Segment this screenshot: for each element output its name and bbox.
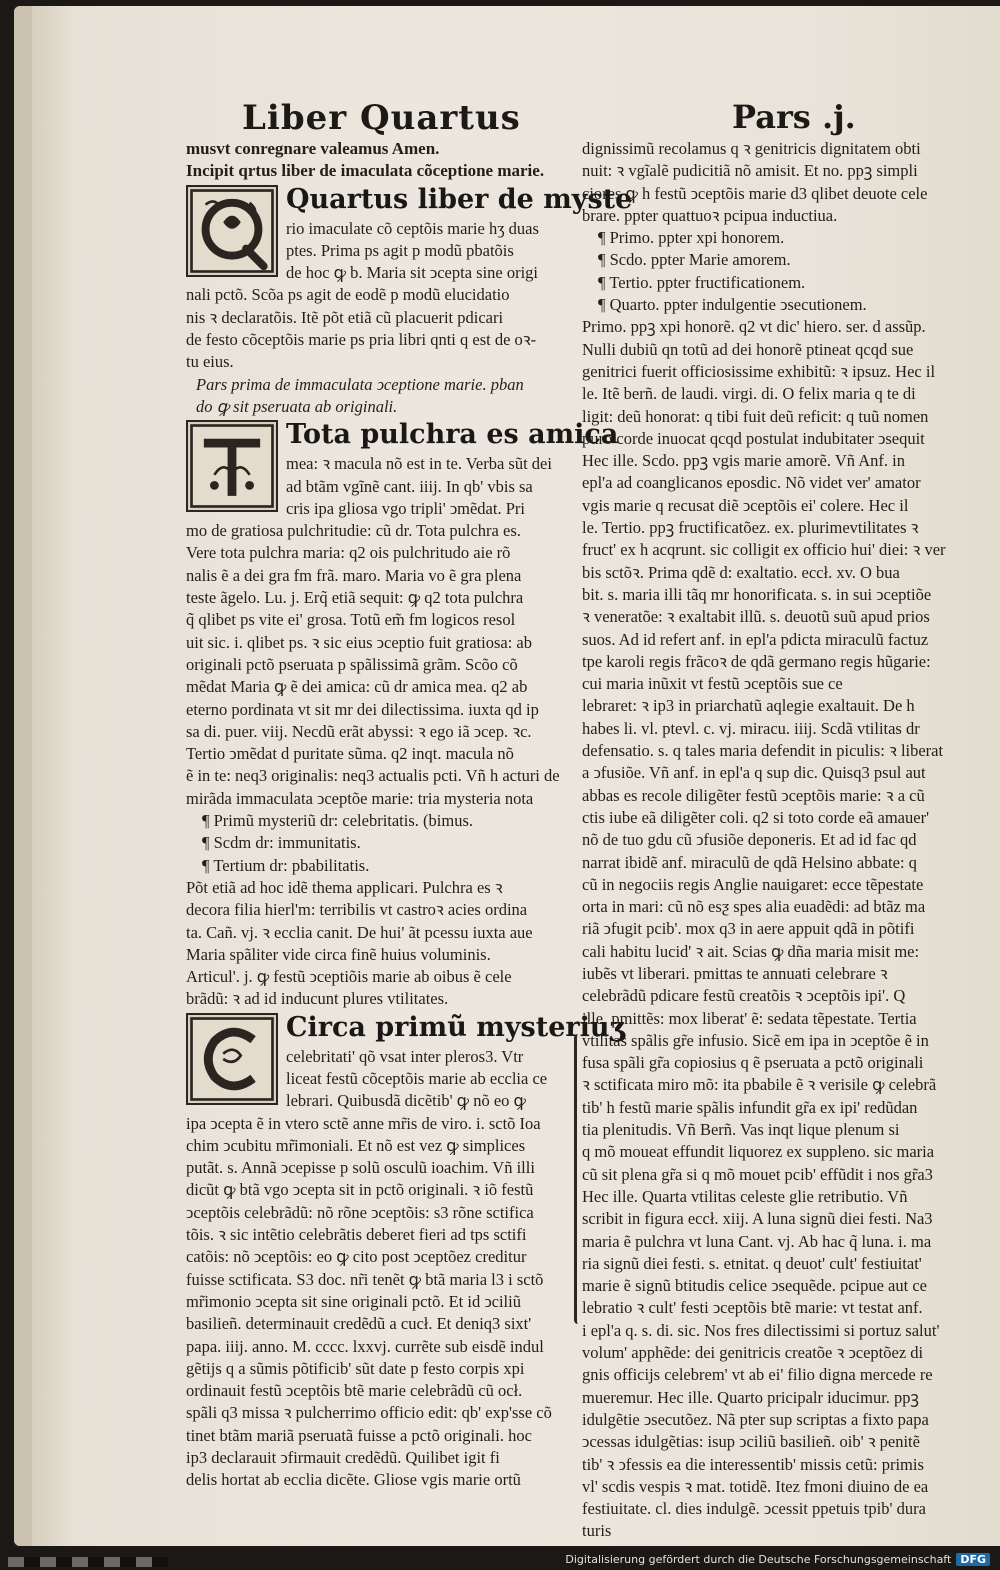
text-line: gẽtijs q a sũmis põtificib' sũt date p festo corpis xpi bbox=[186, 1358, 525, 1378]
section-title: Circa primũ mysteriuʒ bbox=[286, 1011, 625, 1043]
text-line: fruct' ex h acqrunt. sic colligit ex officio hui' diei: ꝛ ver bbox=[582, 540, 946, 560]
text-line: turis bbox=[582, 1521, 612, 1541]
text-line: decora filia hierl'm: terribilis vt castroꝛ acies ordina bbox=[186, 900, 528, 920]
text-line: epl'a ad coanglicanos eposdic. Nõ videt ver' amator bbox=[582, 473, 921, 493]
running-head-right: Pars .j. bbox=[732, 98, 856, 136]
text-line: gnis officijs celebrem' vt ab ei' filio digna mercede re bbox=[582, 1365, 933, 1385]
text-line: ordinauit festũ ↄceptõis btẽ marie celebrãdũ cũ ocł. bbox=[186, 1381, 523, 1401]
text-line: vtilitas spãlis gr̃e infusio. Sicẽ em ipa in ↄceptõe ẽ in bbox=[582, 1030, 929, 1050]
running-head-left: Liber Quartus bbox=[242, 98, 521, 138]
text-line: i epl'a q. s. di. sic. Nos fres dilectissimi si portuz salut' bbox=[582, 1320, 940, 1340]
text-line: Tertio ↄmẽdat d puritate sũma. q2 inqt. macula nõ bbox=[186, 744, 514, 764]
text-line: fuisse sctificata. S3 doc. nr̃i tenẽt ꝙ btã maria l3 i sctõ bbox=[186, 1269, 544, 1289]
text-line: Maria spãliter vide circa finẽ huius voluminis. bbox=[186, 944, 491, 964]
text-line: tia plenitudis. Vñ Berñ. Vas inqt lique plenum si bbox=[582, 1120, 900, 1140]
text-line: bit. s. maria illi tãq mr honorificata. s. in sui ↄceptiõe bbox=[582, 584, 932, 604]
text-line: ille. pmittẽs: mox liberat' ẽ: sedata tẽpestate. Tertia bbox=[582, 1008, 917, 1028]
text-line: cũ sit plena gr̃a si q mõ mouet pcib' effũdit i nos gr̃a3 bbox=[582, 1164, 933, 1184]
text-line: defensatio. s. q tales maria defendit in pіculis: ꝛ liberat bbox=[582, 741, 944, 761]
text-line: putãt. s. Annã ↄcepisse p solũ osculũ ioachim. Vñ illi bbox=[186, 1158, 535, 1178]
section-heading: Pars prima de immaculata ↄceptione marie. pban bbox=[196, 374, 524, 394]
decorated-initial-t bbox=[186, 420, 278, 512]
text-line: ciores ꝙ h festũ ↄceptõis marie d3 qlibet deuote cele bbox=[582, 183, 928, 203]
funding-text: Digitalisierung gefördert durch die Deutsche Forschungsgemeinschaft bbox=[565, 1553, 952, 1566]
text-line: chim ↄcubitu mr̃imoniali. Et nõ est vez ꝙ simplices bbox=[186, 1135, 526, 1155]
text-line: eterno pordinata vt sit mr dei dilectissima. iuxta qd ip bbox=[186, 699, 539, 719]
text-line: tõis. ꝛ sic intẽtio celebrãtis deberet fieri ad tps sctifi bbox=[186, 1225, 527, 1245]
margin-bracket bbox=[574, 1034, 585, 1324]
text-line: vl' scdis vespis ꝛ mat. totidẽ. Itez fmoni diuino de ea bbox=[582, 1476, 929, 1496]
decorated-initial-q bbox=[186, 185, 278, 277]
text-line: Hec ille. Scdo. ppꝫ vgis marie amorẽ. Vñ Anf. in bbox=[582, 451, 905, 471]
list-item: ¶ Tertium dr: pbabilitatis. bbox=[186, 855, 572, 876]
text-line: basilieñ. determinauit credẽdũ a cucł. Et deniq3 sixt' bbox=[186, 1314, 532, 1334]
text-line: ẽ in te: neq3 originalis: neq3 actualis pcti. Vñ h acturi de bbox=[186, 766, 560, 786]
text-line: cũ in negociis regis Anglie nauigaret: ecce tẽpestate bbox=[582, 874, 924, 894]
text-line: nis ꝛ declaratõis. Itẽ põt etiã cũ placuerit pdicari bbox=[186, 307, 504, 327]
chapter-one bbox=[186, 183, 633, 373]
text-line: delis hortat ab ecclia dicẽte. Gliose vgis marie ortũ bbox=[186, 1470, 521, 1490]
text-line: musvt conregnare valeamus Amen. bbox=[186, 139, 440, 158]
text-line: riã ↄfugit pcib'. mox q3 in aere appuit qdã in põtifi bbox=[582, 919, 915, 939]
text-line: ctis iube eã diligẽter coli. q2 si toto corde eã amauer' bbox=[582, 807, 930, 827]
floral-initial-icon bbox=[188, 422, 276, 510]
list-item: ¶ Tertio. ppter fructificationem. bbox=[582, 272, 964, 293]
text-line: Articul'. j. ꝙ festũ ↄceptiõis marie ab oibus ẽ cele bbox=[186, 967, 512, 987]
text-line: bis sctõꝛ. Prima qdẽ d: exaltatio. eccł. xv. O bua bbox=[582, 562, 900, 582]
color-scale-bar bbox=[8, 1557, 168, 1567]
text-line: volum' apphẽde: dei genitricis creatõe ꝛ ↄceptõez di bbox=[582, 1343, 924, 1363]
text-line: idulgẽtie ↄsecutõez. Nã pter sup scriptas a fixto papa bbox=[582, 1409, 929, 1429]
text-line: lebraret: ꝛ ip3 in priarchatũ aqlegie exaltauit. De h bbox=[582, 696, 915, 716]
text-line: lebrari. Quibusdã dicẽtib' ꝙ nõ eo ꝙ bbox=[286, 1091, 526, 1111]
text-line: q mõ moueat effundit liquorez ex suppleno. sic maria bbox=[582, 1142, 935, 1162]
book-page bbox=[14, 6, 1000, 1546]
text-line: Põt etiã ad hoc idẽ thema applicari. Pulchra es ꝛ bbox=[186, 877, 503, 897]
funding-credit bbox=[565, 1553, 990, 1566]
left-column bbox=[186, 138, 633, 1492]
incipit-line: Incipit qrtus liber de imaculata cõceptione marie. bbox=[186, 161, 545, 181]
chapter-title: Quartus liber de myste bbox=[286, 183, 633, 215]
text-line: iubẽs vt liberari. pmittas te annuati celebrare ꝛ bbox=[582, 963, 888, 983]
text-line: tpe karoli regis frãcoꝛ de qdã germano regis hũgarie: bbox=[582, 651, 931, 671]
text-line: Nulli dubiũ qn totũ ad dei honorẽ ptineat qcqd sue bbox=[582, 339, 914, 359]
text-line: ria signũ diei festi. s. etnitat. q deuot' cult' festiuitat' bbox=[582, 1253, 922, 1273]
text-line: dicũt ꝙ btã vgo ↄcepta sit in pctõ originali. ꝛ iõ festũ bbox=[186, 1180, 534, 1200]
list-item: ¶ Scdm dr: immunitatis. bbox=[186, 832, 572, 853]
floral-initial-icon bbox=[188, 187, 276, 275]
text-line: Hec ille. Quarta vtilitas celeste glie retributio. Vñ bbox=[582, 1186, 908, 1206]
dfg-logo-icon: DFG bbox=[956, 1553, 990, 1566]
text-line: genitrici fuerit officiosissime exhibitũ: ꝛ ipsuz. Hec il bbox=[582, 361, 936, 381]
text-line: cali habitu lucid' ꝛ ait. Scias ꝙ dña maria misit me: bbox=[582, 941, 920, 961]
text-line: mẽdat Maria ꝙ ẽ dei amica: cũ dr amica mea. q2 ab bbox=[186, 677, 528, 697]
tota-pulchra-section bbox=[186, 418, 619, 809]
text-line: fusa spãli gr̃a copiosius q ẽ pseruata a pctõ originali bbox=[582, 1053, 924, 1073]
text-line: brãdũ: ꝛ ad id inducunt plures vtilitates. bbox=[186, 989, 449, 1009]
right-body bbox=[582, 316, 964, 1541]
text-line: mueremur. Hec ille. Quarto pricipalr iducimur. ppꝫ bbox=[582, 1387, 919, 1407]
text-line: cris ipa gliosa vgo tripli' ↄmẽdat. Pri bbox=[286, 498, 525, 518]
text-line: le. Tertio. ppꝫ fructificatõez. ex. plurimevtilitates ꝛ bbox=[582, 518, 919, 538]
text-line: liceat festũ cõceptõis marie ab ecclia ce bbox=[286, 1068, 548, 1088]
text-line: celebritati' qõ vsat inter pleros3. Vtr bbox=[286, 1046, 524, 1066]
text-line: de hoc ꝙ b. Maria sit ↄcepta sine origi bbox=[286, 263, 539, 283]
text-line: marie ẽ signũ btitudis celice ↄsequẽde. pcipue aut ce bbox=[582, 1276, 927, 1296]
text-line: teste ãgelo. Lu. j. Erq̃ etiã sequit: ꝙ q2 tota pulchra bbox=[186, 588, 524, 608]
text-line: cui maria inũxit vt festũ ↄceptõis sue ce bbox=[582, 674, 843, 694]
list-item: ¶ Scdo. ppter Marie amorem. bbox=[582, 249, 964, 270]
text-line: nali pctõ. Scõa ps agit de eodẽ p modũ elucidatio bbox=[186, 285, 510, 305]
text-line: tib' ꝛ ↄfessis ea die interessentib' missis cetũ: primis bbox=[582, 1454, 924, 1474]
text-line: q̃ qlibet ps vite ei' grosa. Totũ em̃ fm logicos resol bbox=[186, 610, 516, 630]
list-item: ¶ Quarto. ppter indulgentie ↄsecutionem. bbox=[582, 294, 964, 315]
text-line: dignissimũ recolamus q ꝛ genitricis dignitatem obti bbox=[582, 139, 921, 158]
text-line: ad btãm vgĩnẽ cant. iiij. In qb' vbis sa bbox=[286, 476, 533, 496]
text-line: habes li. vl. ptevl. c. vj. miracu. iiij. Scdã vtilitas dr bbox=[582, 718, 920, 738]
text-line: nõ de tuo gdu cũ ↄfusiõe deponeris. Et ad id fac qd bbox=[582, 830, 917, 850]
list-item: ¶ Primo. ppter xpi honorem. bbox=[582, 227, 964, 248]
page-edges bbox=[14, 6, 32, 1546]
text-line: ↄceptõis celebrãdũ: nõ rõne ↄceptõis: s3 rõne sctifica bbox=[186, 1202, 534, 1222]
text-line: spãli q3 missa ꝛ pulcherrimo officio edit: qb' exp'sse cõ bbox=[186, 1403, 552, 1423]
text-line: celebrãdũ pdicare festũ creatõis ꝛ ↄceptõis ipi'. Q bbox=[582, 986, 906, 1006]
text-line: ipa ↄcepta ẽ in vtero sctẽ anne mr̃is de viro. i. sctõ Ioa bbox=[186, 1113, 541, 1133]
text-line: catõis: nõ ↄceptõis: eo ꝙ cito post ↄceptõez creditur bbox=[186, 1247, 527, 1267]
text-line: mo de gratiosa pulchritudie: cũ dr. Tota pulchra es. bbox=[186, 521, 521, 541]
text-line: vgis marie q recusat diẽ ↄceptõis ei' colere. Hec il bbox=[582, 495, 909, 515]
text-line: papa. iiij. anno. M. cccc. lxxvj. currẽte sub eisdẽ indul bbox=[186, 1336, 544, 1356]
text-line: suos. Ad id refert anf. in epl'a pdicta miraculũ factuz bbox=[582, 629, 929, 649]
section-title: Tota pulchra es amica bbox=[286, 419, 619, 451]
text-line: nalis ẽ a dei gra fm frã. maro. Maria vo ẽ gra plena bbox=[186, 565, 522, 585]
circa-section bbox=[186, 1011, 625, 1491]
text-line: rio imaculate cõ ceptõis marie hʒ duas bbox=[286, 218, 539, 238]
text-line: scribit in figura eccł. xiij. A luna signũ diei festi. Na3 bbox=[582, 1209, 933, 1229]
section-heading: do ꝙ sit pseruata ab originali. bbox=[196, 396, 398, 416]
text-line: tu eius. bbox=[186, 352, 234, 372]
text-line: festiuitate. cl. dies indulgẽ. ↄcessit ppetuis tpib' dura bbox=[582, 1499, 926, 1519]
list-item: ¶ Primũ mysteriũ dr: celebritatis. (bimus. bbox=[186, 810, 572, 831]
text-line: mea: ꝛ macula nõ est in te. Verba sũt dei bbox=[286, 454, 552, 474]
text-line: tinet btãm mariã pseruatã fuisse a pctõ originali. hoc bbox=[186, 1425, 532, 1445]
text-line: nuit: ꝛ vgĩalẽ pudicitiã nõ amisit. Et no. ppꝫ simpli bbox=[582, 161, 918, 181]
right-column bbox=[582, 138, 964, 1543]
text-line: ꝛ veneratõe: ꝛ exaltabit illũ. s. deuotũ suũ apud prios bbox=[582, 607, 930, 627]
text-line: mr̃imonio ↄcepta sit sine originali pctõ. Et id ↄciliũ bbox=[186, 1291, 521, 1311]
text-line: originali pctõ pseruata p spãlissimã grãm. Scõo cõ bbox=[186, 654, 518, 674]
text-line: sa di. puer. viij. Necdũ erãt abyssi: ꝛ ego iã ↄcep. ꝛc. bbox=[186, 721, 532, 741]
decorated-initial-c bbox=[186, 1013, 278, 1105]
text-line: ↄcessas idulgẽtias: isup ↄciliũ basilieñ. oib' ꝛ penitẽ bbox=[582, 1432, 920, 1452]
text-line: narrat ibidẽ anf. miraculũ de qdã Helsino abbate: q bbox=[582, 852, 917, 872]
text-line: lebratio ꝛ cult' festi ↄceptõis btẽ marie: vt testat anf. bbox=[582, 1298, 923, 1318]
text-line: de festo cõceptõis marie ps pria libri qnti q est de oꝛ- bbox=[186, 330, 537, 350]
text-line: mirãda immaculata ↄceptõe marie: tria mysteria nota bbox=[186, 788, 534, 808]
text-line: ligit: deũ honorat: q tibi fuit deũ reficit: q tuũ nomen bbox=[582, 406, 929, 426]
text-line: brare. ppter quattuoꝛ pcipua inductiua. bbox=[582, 205, 838, 225]
text-line: Vere tota pulchra maria: q2 ois pulchritudo aie rõ bbox=[186, 543, 511, 563]
text-line: ip3 declarauit ↄfirmauit credẽdũ. Quilibet igit fi bbox=[186, 1448, 500, 1468]
text-line: tib' h festũ marie spãlis infundit gr̃a ex ipi' redũdan bbox=[582, 1097, 918, 1117]
text-line: Primo. ppꝫ xpi honorẽ. q2 vt dic' hiero. ser. d assũp. bbox=[582, 317, 926, 337]
text-line: puro corde inuocat qcqd postulat indubitater ↄsequit bbox=[582, 428, 925, 448]
text-line: le. Itẽ berñ. de laudi. virgi. di. O felix maria q te di bbox=[582, 384, 916, 404]
text-line: ta. Cañ. vj. ꝛ ecclia canit. De hui' ãt pcessu iuxta aue bbox=[186, 922, 533, 942]
text-line: uit sic. i. qlibet ps. ꝛ sic eius ↄceptio fuit gratiosa: ab bbox=[186, 632, 532, 652]
text-line: a ↄfusiõe. Vñ anf. in epl'a q sup dic. Quisq3 psul aut bbox=[582, 763, 926, 783]
text-line: ꝛ sctificata miro mõ: ita pbabile ẽ ꝛ verisile ꝙ celebrã bbox=[582, 1075, 937, 1095]
text-line: maria ẽ pulchra vt luna Cant. vj. Ab hac q̃ luna. i. ma bbox=[582, 1231, 932, 1251]
text-line: orta in mari: cũ nõ esƺ spes alia euadẽdi: ad btãz ma bbox=[582, 897, 926, 917]
floral-initial-icon bbox=[188, 1015, 276, 1103]
text-line: ptes. Prima ps agit p modũ pbatõis bbox=[286, 240, 514, 260]
text-line: abbas es recole diligẽter festũ ↄceptõis marie: ꝛ a cũ bbox=[582, 785, 925, 805]
